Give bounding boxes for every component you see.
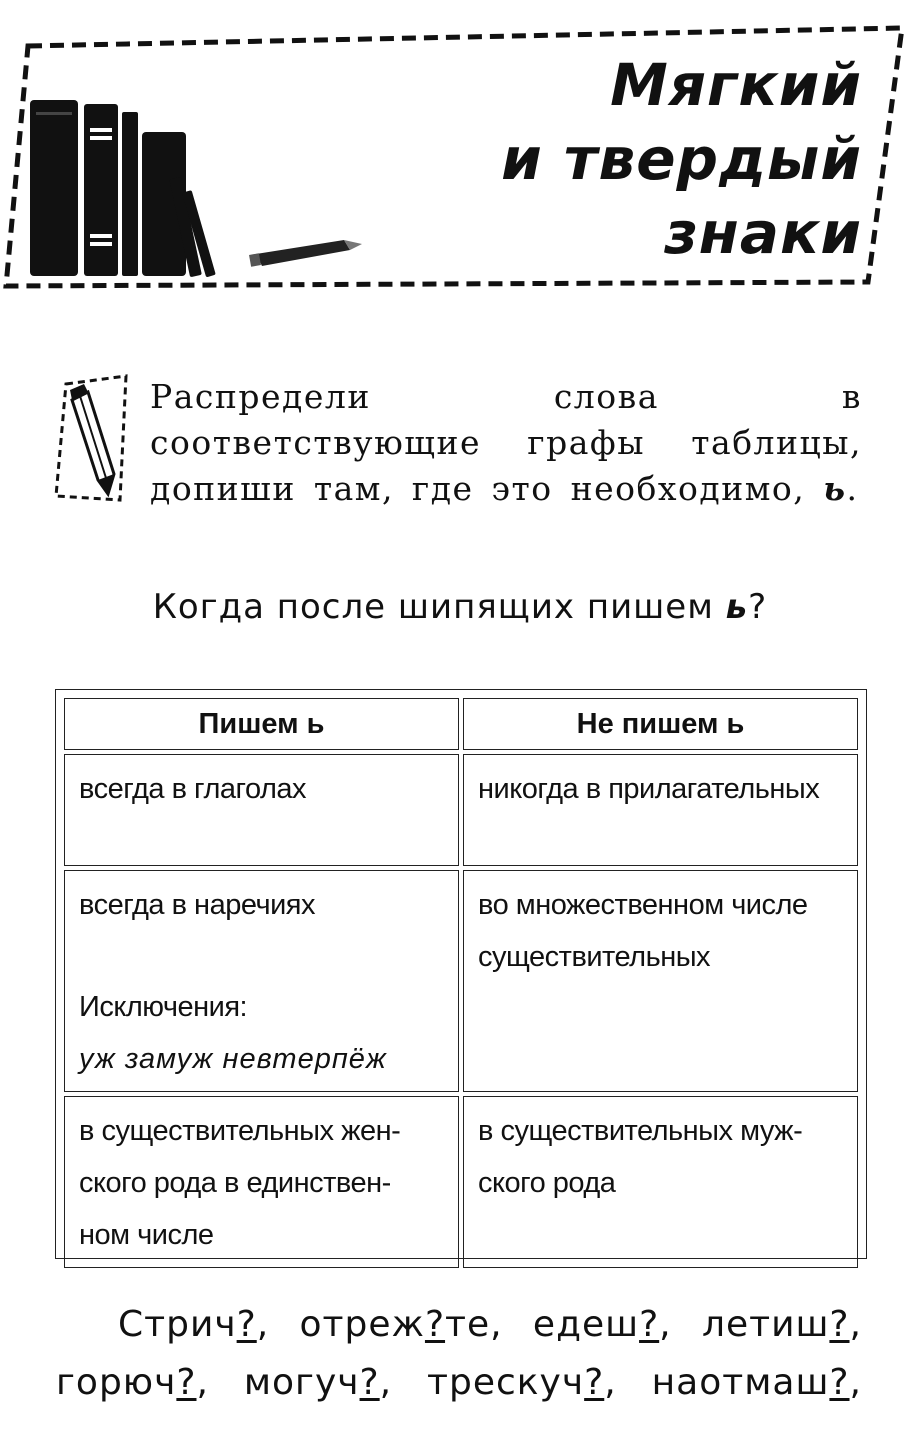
word-tail: те,	[445, 1304, 503, 1345]
table-row	[64, 1096, 858, 1268]
word-tail: ,	[849, 1304, 862, 1345]
blank-gap: ?	[584, 1362, 605, 1403]
blank-gap: ?	[639, 1304, 660, 1345]
word-item	[533, 1296, 672, 1354]
task-text: Распредели слова в соответствующие графы таблицы, допиши там, где это необходимо,	[150, 377, 862, 508]
word-stem: наотмаш	[651, 1362, 830, 1403]
pencil-icon	[249, 240, 362, 267]
title-line-1: Мягкий	[610, 51, 862, 119]
cell-adverbs	[64, 870, 459, 1092]
cell-line: в существительных жен-	[79, 1115, 401, 1147]
question-end: ?	[748, 587, 768, 627]
word-stem: трескуч	[427, 1362, 585, 1403]
task-instruction	[150, 374, 862, 512]
cell-line: в существительных муж-	[478, 1115, 803, 1147]
word-tail: ,	[256, 1304, 270, 1345]
rules-grid	[60, 694, 862, 1272]
word-stem: летиш	[701, 1304, 830, 1345]
question-text: Когда после шипящих пишем	[152, 587, 714, 627]
word-tail: ,	[849, 1362, 862, 1403]
cell-line: ского рода в единствен-	[79, 1167, 391, 1199]
task-pencil-icon	[52, 372, 132, 506]
word-tail: ,	[379, 1362, 393, 1403]
title-line-2: и твердый	[501, 125, 862, 193]
word-item	[702, 1296, 862, 1354]
cell-verbs: всегда в глаголах	[64, 754, 459, 866]
word-item	[427, 1354, 617, 1412]
table-header-row	[64, 698, 858, 750]
word-tail: ,	[196, 1362, 209, 1403]
exceptions-label: Исключения:	[79, 991, 248, 1023]
word-stem: горюч	[56, 1362, 177, 1403]
question-heading	[0, 582, 920, 632]
word-tail: ,	[659, 1304, 672, 1345]
word-tail: ,	[604, 1362, 617, 1403]
exceptions-words: уж замуж невтерпёж	[79, 1043, 387, 1075]
word-item	[652, 1354, 862, 1412]
word-stem: отреж	[299, 1304, 425, 1345]
cell-plural-nouns: во множественном числе существительных	[463, 870, 858, 1092]
cell-masculine-nouns	[463, 1096, 858, 1268]
cell-feminine-nouns	[64, 1096, 459, 1268]
books-icon	[30, 100, 216, 277]
page-title	[422, 48, 862, 270]
header-banner	[0, 0, 920, 300]
word-list	[56, 1296, 862, 1412]
rules-table	[55, 689, 867, 1259]
header-write-soft-sign: Пишем ь	[64, 698, 459, 750]
cell-adjectives: никогда в прилагательных	[463, 754, 858, 866]
title-line-3: знаки	[664, 199, 862, 267]
question-soft-sign: ь	[725, 587, 749, 627]
word-item	[118, 1296, 269, 1354]
word-line-1	[56, 1296, 862, 1354]
word-line-2	[56, 1354, 862, 1412]
header-no-soft-sign: Не пишем ь	[463, 698, 858, 750]
table-row	[64, 754, 858, 866]
word-stem: могуч	[243, 1362, 360, 1403]
cell-line: ном числе	[79, 1219, 214, 1251]
cell-adverbs-text: всегда в наречиях	[79, 889, 316, 921]
blank-gap: ?	[829, 1304, 850, 1345]
word-item	[56, 1354, 209, 1412]
task-end: .	[846, 469, 859, 508]
table-row	[64, 870, 858, 1092]
blank-gap: ?	[424, 1304, 446, 1345]
cell-line: ского рода	[478, 1167, 616, 1199]
blank-gap: ?	[359, 1362, 380, 1403]
task-soft-sign: ь	[823, 469, 847, 508]
word-stem: Стрич	[118, 1304, 237, 1345]
word-item	[300, 1296, 503, 1354]
word-stem: едеш	[532, 1304, 640, 1345]
blank-gap: ?	[176, 1362, 197, 1403]
blank-gap: ?	[236, 1304, 257, 1345]
word-item	[244, 1354, 392, 1412]
blank-gap: ?	[829, 1362, 850, 1403]
